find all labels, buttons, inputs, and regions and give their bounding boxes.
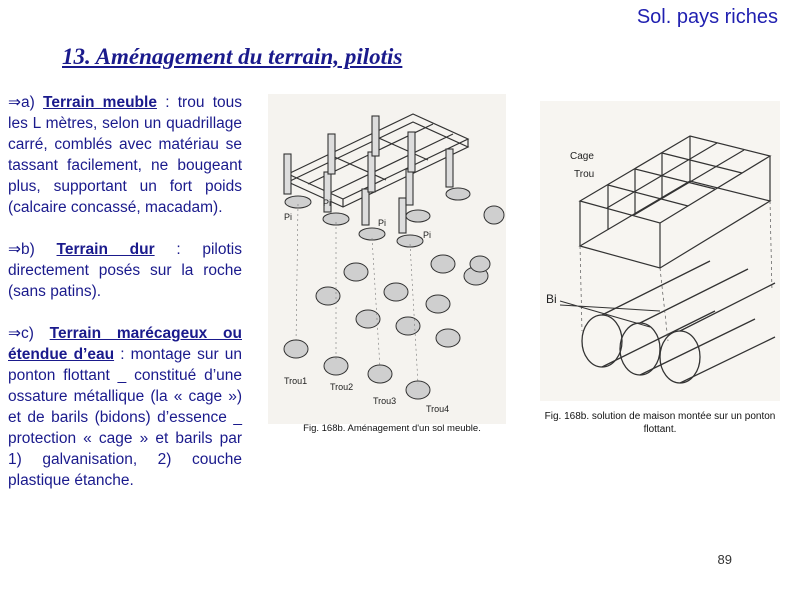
soft-ground-sketch	[268, 94, 506, 424]
label-pi-3: Pi	[378, 218, 387, 228]
label-trou-3: Trou3	[373, 396, 397, 406]
label-pi-2: Pi	[323, 198, 332, 208]
label-trou-4: Trou4	[426, 404, 450, 414]
label-bi: Bi	[546, 292, 557, 306]
label-trou-1: Trou1	[284, 376, 308, 386]
corner-label: Sol. pays riches	[636, 6, 778, 28]
pontoon-sketch	[540, 101, 780, 401]
paragraph-c	[8, 323, 242, 491]
keyword: Terrain meuble	[43, 94, 157, 111]
label-cage: Cage	[570, 151, 594, 162]
arrow-marker: ⇒c)	[8, 325, 34, 342]
label-pi-4: Pi	[423, 230, 432, 240]
arrow-marker: ⇒b)	[8, 241, 35, 258]
paragraph-text: : montage sur un ponton flottant _ constitué d’une ossature métallique (la « cage ») et de barils (bidons) d’essence _ protection « cage » et barils par 1) galvanisation, 2) couche plastique étanche.	[8, 346, 243, 489]
figure-1-caption: Fig. 168b. Aménagement d'un sol meuble.	[303, 423, 481, 434]
paragraph-text: : pilotis directement posés sur la roche (sans patins).	[8, 241, 242, 300]
page-number: 89	[717, 552, 732, 567]
label-pi-1: Pi	[284, 212, 293, 222]
paragraph-text: : trou tous les L mètres, selon un quadrillage carré, comblés avec matériau se tassant facilement, ne bougeant plus, supportant un fort poids (calcaire concassé, macadam).	[8, 94, 243, 216]
label-trou-2: Trou2	[330, 382, 354, 392]
figure-2-caption: Fig. 168b. solution de maison montée sur un ponton flottant.	[544, 411, 776, 435]
slide-title: 13. Aménagement du terrain, pilotis	[62, 44, 403, 69]
body-text	[8, 92, 242, 512]
label-trou: Trou	[574, 169, 595, 180]
arrow-marker: ⇒a)	[8, 94, 35, 111]
figure-soft-ground	[268, 94, 506, 424]
figure-floating-pontoon	[540, 101, 780, 401]
keyword: Terrain marécageux ou étendue d’eau	[8, 325, 242, 363]
keyword: Terrain dur	[56, 241, 155, 258]
paragraph-a	[8, 92, 242, 218]
paragraph-b	[8, 239, 242, 302]
